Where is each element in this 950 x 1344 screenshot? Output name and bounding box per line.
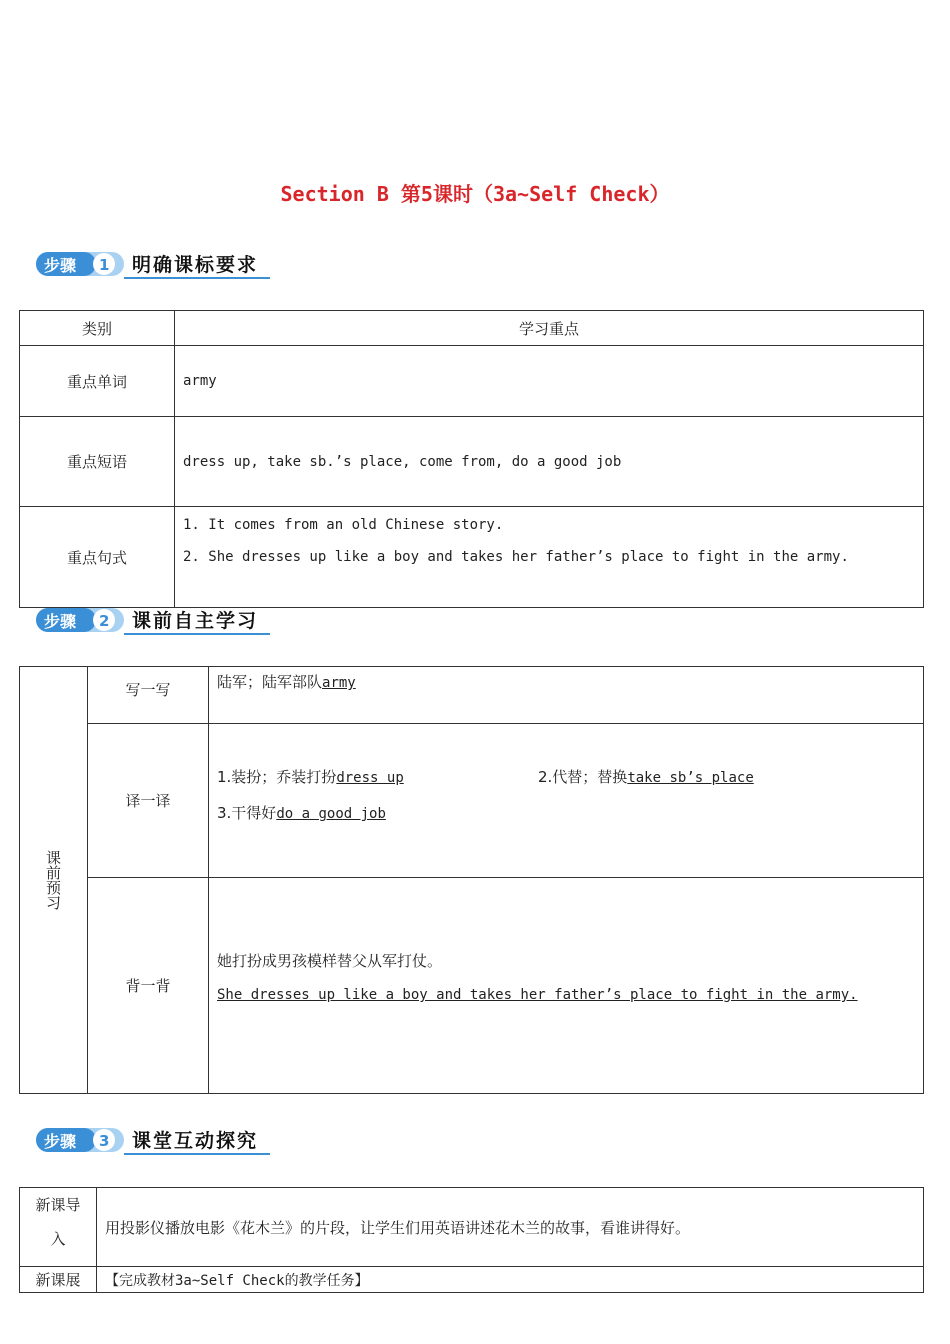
write-answer: army: [322, 675, 356, 691]
recite-content: [209, 878, 924, 1094]
intro-label: [20, 1188, 97, 1267]
intro-label-line-2: 入: [50, 1230, 66, 1248]
new-lesson-label: 新课展: [20, 1267, 97, 1293]
row-category: 重点短语: [20, 417, 175, 507]
svg-text:2: 2: [99, 612, 110, 630]
svg-text:步骤: 步骤: [44, 256, 77, 275]
class-activity-table: [19, 1187, 924, 1293]
svg-text:步骤: 步骤: [44, 612, 77, 631]
write-content: [209, 667, 924, 724]
translate-item-1-answer: dress up: [336, 770, 404, 786]
key-sentences: [175, 507, 924, 608]
header-category: 类别: [20, 311, 175, 346]
side-label-cell: [20, 667, 88, 1094]
step-2-title: 课前自主学习: [132, 610, 259, 632]
table-row: [20, 1188, 924, 1267]
translate-content: [209, 724, 924, 878]
translate-label: 译一译: [88, 724, 209, 878]
recite-english: She dresses up like a boy and takes her father’s place to fight in the army.: [217, 987, 858, 1003]
table-row: [20, 1267, 924, 1293]
preview-table: [19, 666, 924, 1094]
table-header-row: [20, 311, 924, 346]
intro-content: 用投影仪播放电影《花木兰》的片段，让学生们用英语讲述花木兰的故事，看谁讲得好。: [97, 1188, 924, 1267]
table-row: [20, 878, 924, 1094]
step-1-banner: [36, 250, 276, 280]
new-lesson-content: 【完成教材3a~Self Check的教学任务】: [97, 1267, 924, 1293]
svg-text:步骤: 步骤: [44, 1132, 77, 1151]
translate-item-1-prompt: 1.装扮；乔装打扮: [217, 768, 337, 786]
step-2-banner: [36, 606, 276, 636]
translate-item-2-prompt: 2.代替；替换: [538, 768, 628, 786]
write-label: 写一写: [88, 667, 209, 724]
header-key-points: 学习重点: [175, 311, 924, 346]
row-category: 重点单词: [20, 346, 175, 417]
translate-item-3-answer: do a good job: [276, 806, 386, 822]
translate-item-3-prompt: 3.干得好: [217, 804, 277, 822]
table-row: [20, 507, 924, 608]
table-row: [20, 667, 924, 724]
svg-text:3: 3: [99, 1132, 110, 1150]
table-row: [20, 417, 924, 507]
step-1-title: 明确课标要求: [132, 254, 259, 276]
svg-text:1: 1: [99, 256, 110, 274]
page-title: Section B 第5课时（3a~Self Check）: [280, 182, 670, 206]
row-category: 重点句式: [20, 507, 175, 608]
sentence-2: 2. She dresses up like a boy and takes her father’s place to fight in the army.: [183, 549, 849, 565]
side-label: 课前预习: [44, 850, 62, 910]
key-phrases: dress up, take sb.’s place, come from, do a good job: [175, 417, 924, 507]
key-points-table: [19, 310, 924, 608]
table-row: [20, 724, 924, 878]
table-row: [20, 346, 924, 417]
recite-label: 背一背: [88, 878, 209, 1094]
translate-item-2-answer: take sb’s place: [627, 770, 754, 786]
recite-chinese: 她打扮成男孩模样替父从军打仗。: [217, 952, 443, 970]
write-prompt: 陆军；陆军部队: [217, 673, 323, 691]
key-words: army: [175, 346, 924, 417]
sentence-1: 1. It comes from an old Chinese story.: [183, 517, 504, 533]
intro-label-line-1: 新课导: [35, 1196, 81, 1214]
step-3-banner: [36, 1126, 276, 1156]
step-3-title: 课堂互动探究: [132, 1130, 259, 1152]
